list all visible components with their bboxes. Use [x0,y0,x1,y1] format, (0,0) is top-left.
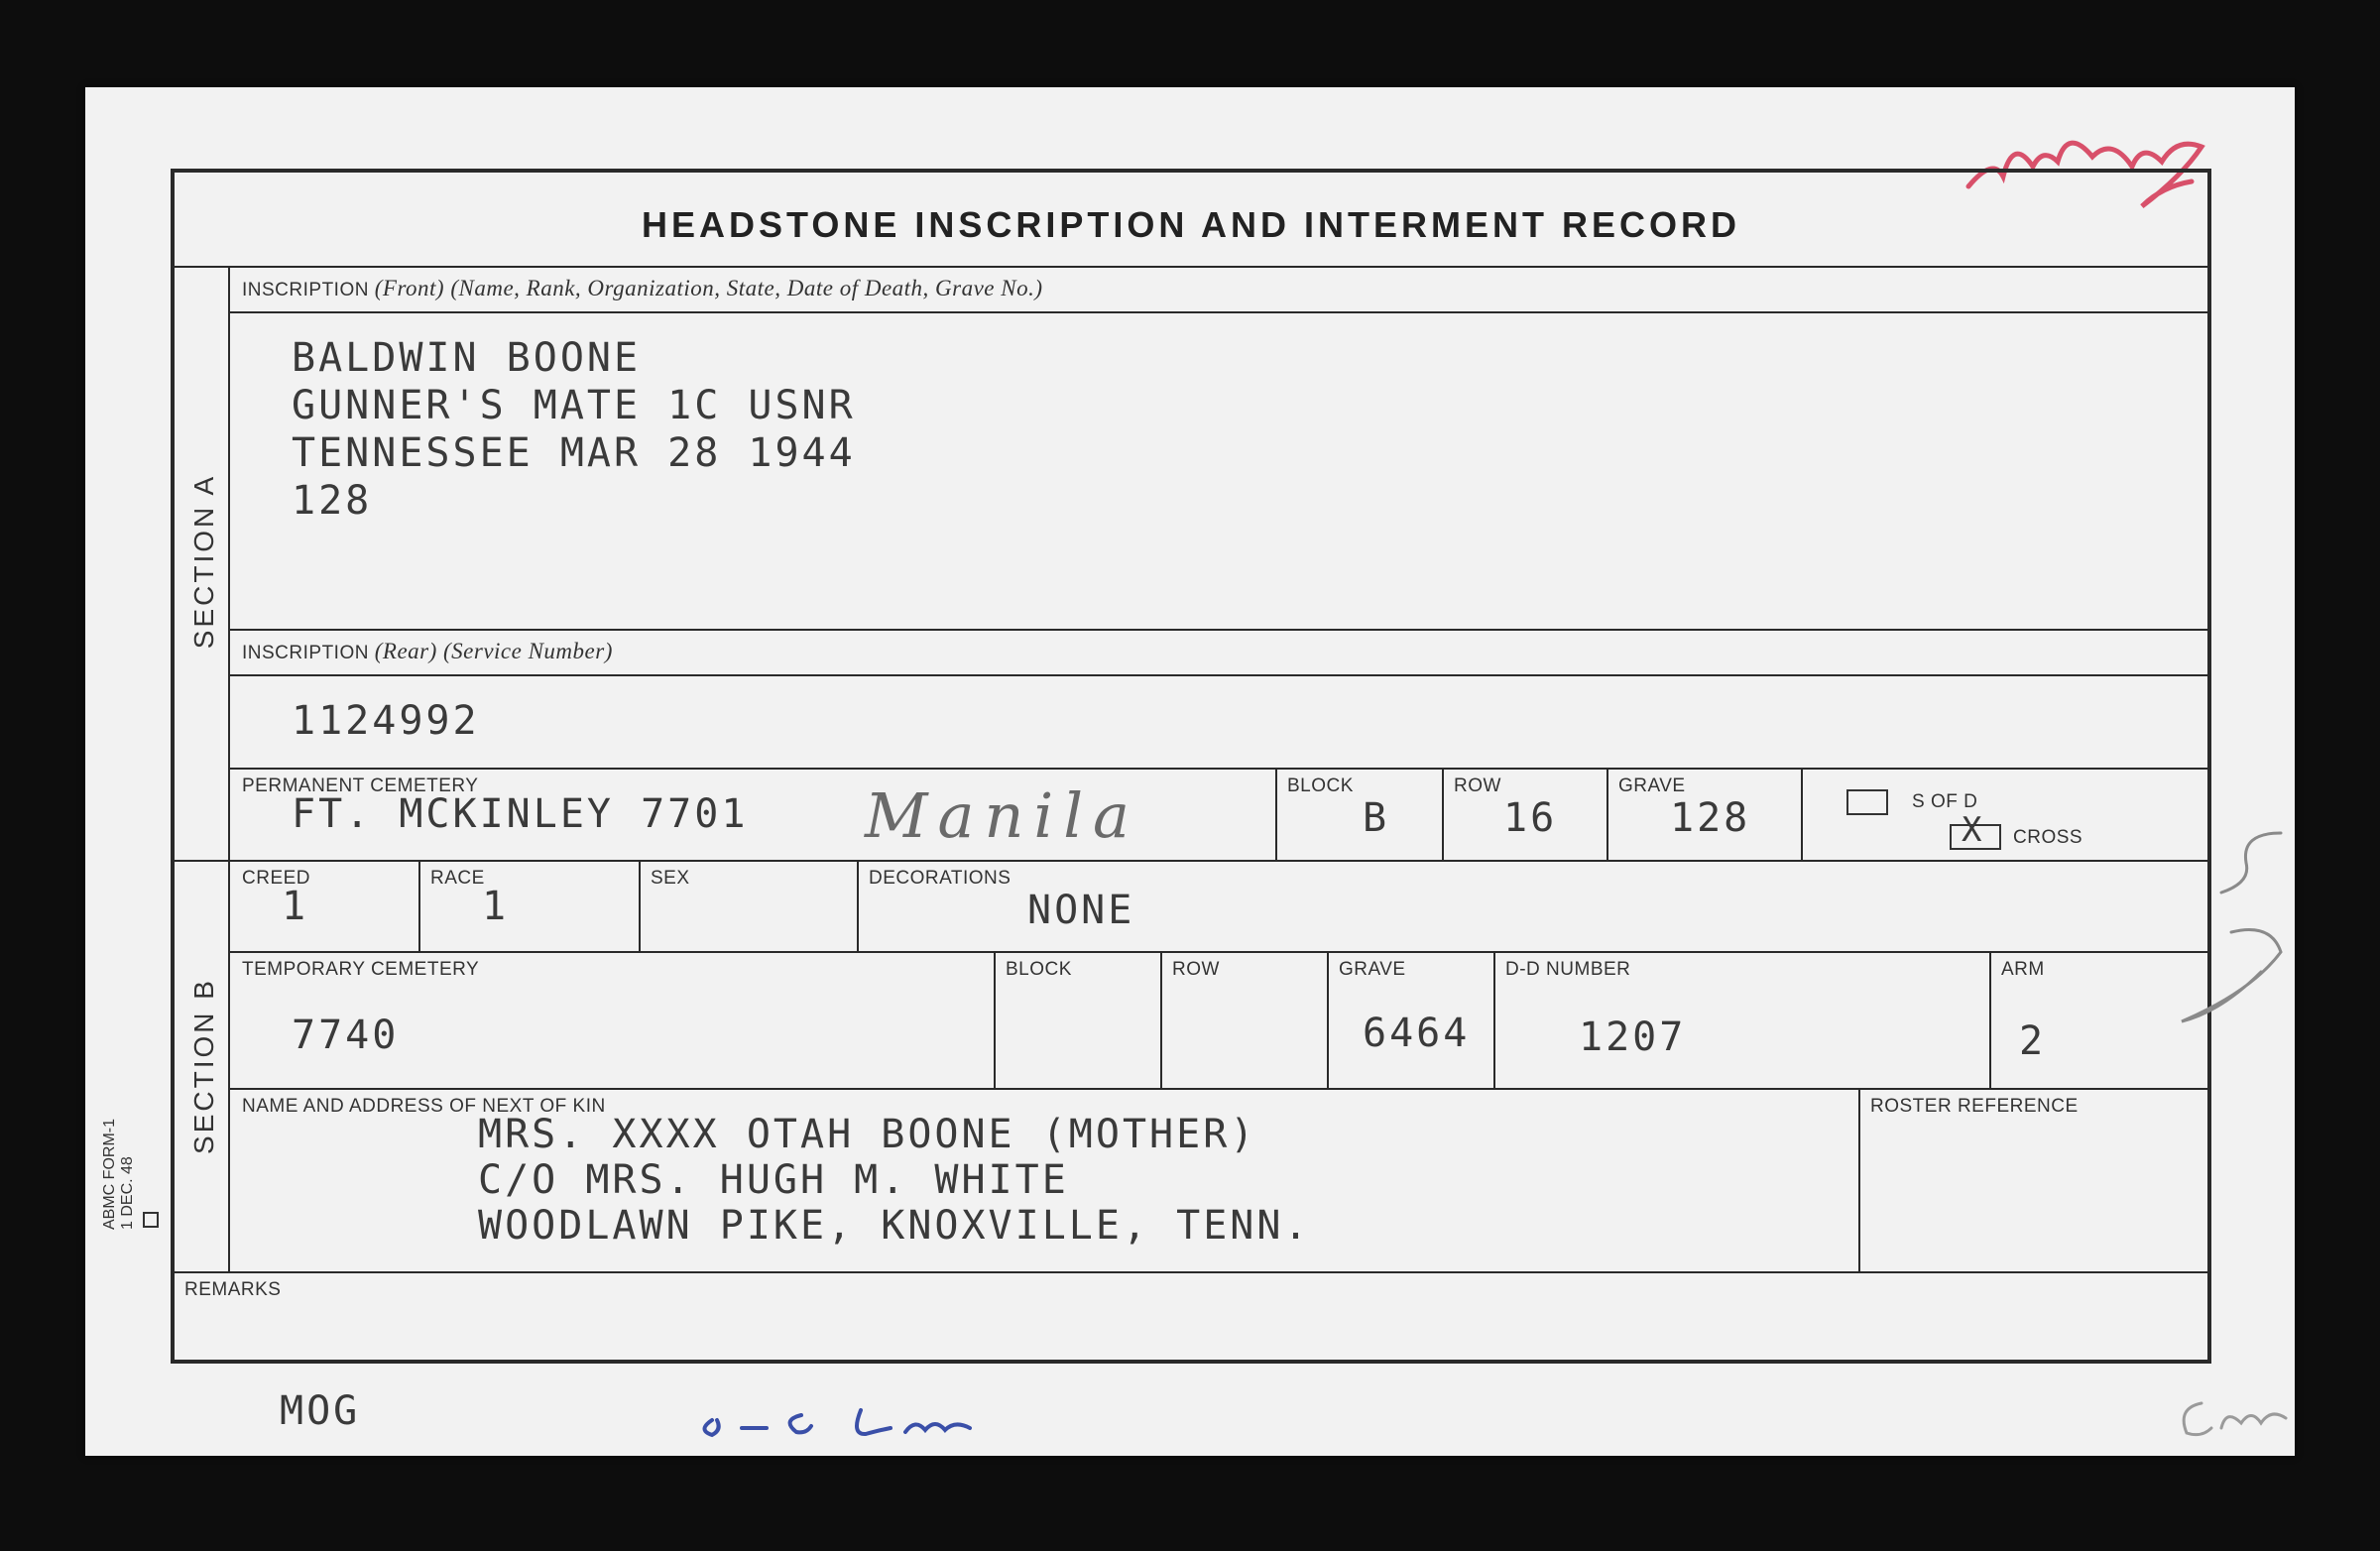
temporary-grave-label: GRAVE [1339,959,1406,980]
decorations-label: DECORATIONS [869,868,1012,889]
permanent-cemetery-cell [230,768,1275,860]
permanent-block-cell [1275,768,1442,860]
inscription-front-header [230,266,2207,311]
inscription-line-4: 128 [292,478,373,524]
form-id-line-1: ABMC FORM-1 [101,1119,118,1230]
footer-code: MOG [280,1388,361,1434]
sex-cell [639,860,857,951]
next-of-kin-line-2: C/O MRS. HUGH M. WHITE [478,1157,1069,1203]
permanent-block-label: BLOCK [1287,776,1354,796]
sofd-checkbox[interactable] [1846,789,1888,815]
permanent-row-cell [1442,768,1606,860]
inscription-line-3: TENNESSEE MAR 28 1944 [292,430,856,476]
temporary-block-label: BLOCK [1006,959,1072,980]
form-id [101,1119,137,1230]
creed-label: CREED [242,868,311,889]
permanent-cemetery-label: PERMANENT CEMETERY [242,776,479,796]
blue-ink-initials [692,1390,1010,1450]
inscription-rear-label: INSCRIPTION [242,643,369,663]
margin-checkbox [143,1212,159,1228]
section-b-label: SECTION B [188,978,219,1154]
temporary-grave-value: 6464 [1363,1011,1471,1056]
arm-label: ARM [2001,959,2045,980]
decorations-cell [857,860,2207,951]
permanent-row-label: ROW [1454,776,1501,796]
remarks-label: REMARKS [184,1279,282,1300]
temporary-grave-cell [1327,951,1493,1088]
inscription-rear-detail: (Rear) (Service Number) [374,639,613,663]
form-title: HEADSTONE INSCRIPTION AND INTERMENT RECORD [641,204,1741,245]
cross-label: CROSS [2013,827,2083,848]
roster-reference-label: ROSTER REFERENCE [1870,1096,2079,1117]
remarks-cell [175,1271,2207,1360]
temporary-cemetery-value: 7740 [292,1013,400,1058]
creed-value: 1 [282,884,309,929]
creed-cell [230,860,418,951]
dd-number-value: 1207 [1579,1014,1687,1060]
section-a-column [175,266,230,860]
dd-number-label: D-D NUMBER [1505,959,1631,980]
permanent-block-value: B [1363,795,1390,841]
form-id-line-2: 1 DEC. 48 [119,1156,136,1230]
inscription-front-detail: (Front) (Name, Rank, Organization, State, Date of Death, Grave No.) [374,276,1043,300]
next-of-kin-line-1: MRS. XXXX OTAH BOONE (MOTHER) [478,1112,1257,1157]
inscription-rear-header [230,629,2207,674]
pencil-scribble-right [2162,823,2301,1041]
next-of-kin-label: NAME AND ADDRESS OF NEXT OF KIN [242,1096,606,1117]
race-cell [418,860,639,951]
inscription-rear-body [230,674,2207,768]
decorations-value: NONE [1027,888,1135,933]
next-of-kin-line-3: WOODLAWN PIKE, KNOXVILLE, TENN. [478,1203,1311,1249]
pencil-initials-bottom [2172,1388,2301,1448]
interment-form [171,169,2211,1364]
permanent-grave-cell [1606,768,1801,860]
next-of-kin-cell [230,1088,1858,1271]
cross-checkbox[interactable] [1950,810,2001,850]
section-a-label: SECTION A [188,473,219,650]
dd-number-cell [1493,951,1989,1088]
roster-reference-cell [1858,1088,2207,1271]
inscription-front-label: INSCRIPTION [242,280,369,300]
sex-label: SEX [651,868,690,889]
temporary-cemetery-cell [230,951,994,1088]
inscription-front-body [230,311,2207,629]
temporary-block-cell [994,951,1160,1088]
temporary-row-cell [1160,951,1327,1088]
permanent-cemetery-value: FT. MCKINLEY 7701 [292,791,749,837]
race-value: 1 [482,884,510,929]
sofd-label: S OF D [1912,791,1978,812]
service-number: 1124992 [292,698,480,744]
temporary-row-label: ROW [1172,959,1220,980]
permanent-row-value: 16 [1503,795,1558,841]
marker-type-cell [1801,768,2207,860]
section-b-column [175,860,230,1271]
race-label: RACE [430,868,485,889]
arm-value: 2 [2019,1018,2047,1064]
inscription-line-2: GUNNER'S MATE 1C USNR [292,383,856,428]
permanent-grave-value: 128 [1670,795,1751,841]
cross-check-mark: X [1962,810,1985,850]
permanent-cemetery-handwritten: Manila [865,779,1139,852]
inscription-line-1: BALDWIN BOONE [292,335,642,381]
temporary-cemetery-label: TEMPORARY CEMETERY [242,959,480,980]
permanent-grave-label: GRAVE [1618,776,1686,796]
